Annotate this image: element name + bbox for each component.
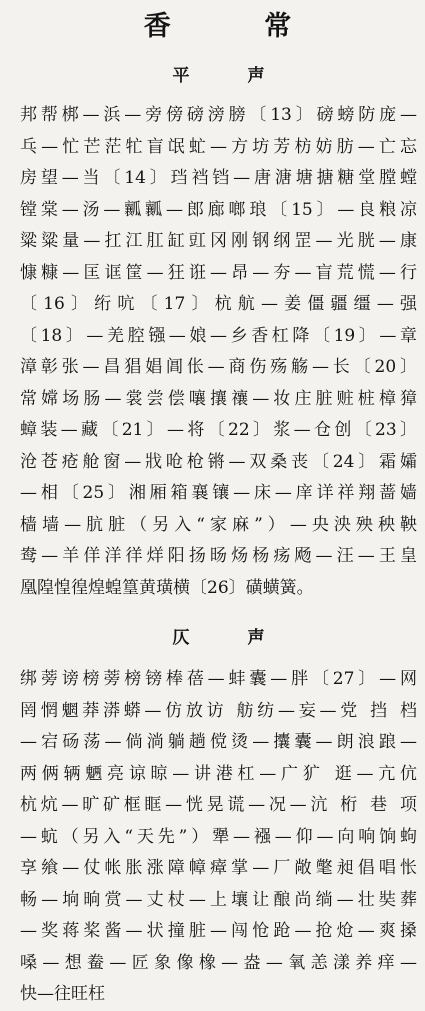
text-line: —宕砀荡—倘淌躺趟傥烫—攮囊—朗浪踉— [20, 732, 417, 752]
section-body-ze [20, 664, 417, 1011]
text-line: 邦帮梆—浜—旁傍磅滂膀〔13〕磅螃防庞— [20, 105, 417, 125]
text-line: 鸯—羊佯洋徉烊阳扬旸炀杨疡飏—汪—王皇 [20, 546, 417, 566]
section-heading-ze: 仄 声 [172, 628, 291, 648]
text-line: 〔18〕—羌腔镪—娘—乡香杠降〔19〕—章 [20, 325, 417, 346]
text-line: 乓—忙芒茫牤盲氓虻—方坊芳枋妨肪—亡忘 [20, 136, 417, 157]
text-line: 享飨—仗帐胀涨障幛瘴掌—厂敞氅昶倡唱怅 [20, 858, 417, 878]
text-line: 房望—当〔14〕珰裆铛—唐溏塘搪糖堂膛螳 [20, 168, 417, 188]
text-line: 凰隍惶徨煌蝗篁黄璜横〔26〕磺蟥簧。 [20, 577, 314, 598]
text-line: —相〔25〕湘厢箱襄镶—床—庠详祥翔蔷嫱 [20, 483, 417, 503]
text-line: —奖蒋桨酱—状撞脏—闯怆跄—抢炝—爽搡 [20, 921, 417, 941]
section-heading-ping: 平 声 [172, 66, 291, 86]
page-title: 香 常 [143, 11, 334, 42]
text-line: —蚢（另入“天先”）犟—襁—仰—向响饷蚼 [20, 826, 417, 847]
text-line: 罔惘魍莽漭蟒—仿放访 舫纺—妄—党 挡 档 [20, 700, 417, 721]
text-line: 蟑装—藏〔21〕—将〔22〕浆—仓创〔23〕 [20, 420, 417, 440]
section-body-ping [20, 100, 417, 604]
text-line: 畅—垧晌赏—丈杖—上壤让酿尚绱—壮奘葬 [20, 889, 417, 910]
text-line: 两俩辆魉亮谅晾—讲港杠—广犷 逛—亢伉 [20, 763, 417, 784]
text-line: 常嫦场肠—裳尝偿嚷攘禳—妆庄脏赃桩樟獐 [20, 388, 417, 409]
text-line: 杭炕—旷矿框眶—恍晃谎—况—沆 桁 巷 项 [20, 795, 417, 815]
text-line: 慷糠—匡诓筐—狂诳—昂—夯—盲荒慌—行 [20, 262, 417, 283]
text-line: 沧苍疮舱窗—戕呛枪锵—双桑丧〔24〕霜孀 [20, 451, 417, 472]
text-line: 〔16〕绗吭〔17〕杭航—姜僵疆缰—强 [20, 294, 417, 314]
text-line: 漳彰张—昌猖娼阊伥—商伤殇觞—长〔20〕 [20, 357, 417, 377]
text-line: 绑蒡谤榜蒡榜镑棒蓓—蚌囊—胖〔27〕—网 [20, 669, 417, 689]
text-line: 镗棠—汤—瓤瓤—郎廊啷琅〔15〕—良粮凉 [20, 199, 417, 220]
text-line: 粱粱量—扛江肛缸豇冈刚钢纲罡—光胱—康 [20, 231, 417, 251]
text-line: 快—往旺枉 [20, 984, 105, 1004]
text-line: 嗓—想鲞—匠象像橡—盎—氧恙漾养痒— [20, 952, 417, 973]
text-line: 樯墙—肮脏（另入“家麻”）—央泱殃秧鞅 [20, 514, 417, 535]
